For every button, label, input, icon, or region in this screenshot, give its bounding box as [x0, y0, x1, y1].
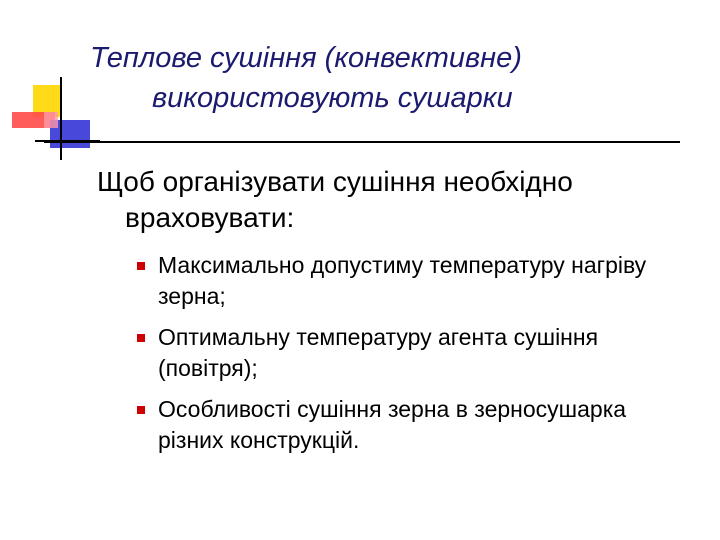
- bullet-list: [97, 250, 697, 456]
- bullet-text: Оптимальну температуру агента сушіння (повітря);: [158, 324, 599, 381]
- bullet-text: Максимально допустиму температуру нагріву зерна;: [158, 252, 647, 309]
- title-divider: [44, 141, 680, 143]
- square-bullet-icon: [137, 334, 145, 342]
- title-line-1: Теплове сушіння (конвективне): [90, 42, 522, 74]
- square-bullet-icon: [137, 262, 145, 270]
- slide-body: [97, 164, 697, 466]
- title-line-2: використовують сушарки: [152, 82, 513, 114]
- list-item: [97, 250, 697, 312]
- corner-decoration: [0, 0, 100, 170]
- pink-overlap: [44, 112, 58, 128]
- list-item: [97, 394, 697, 456]
- slide-title: [90, 40, 690, 116]
- bullet-text: Особливості сушіння зерна в зерносушарка різних конструкцій.: [158, 396, 627, 453]
- intro-text: Щоб організувати сушіння необхідно враховувати:: [97, 166, 573, 233]
- list-item: [97, 322, 697, 384]
- square-bullet-icon: [137, 406, 145, 414]
